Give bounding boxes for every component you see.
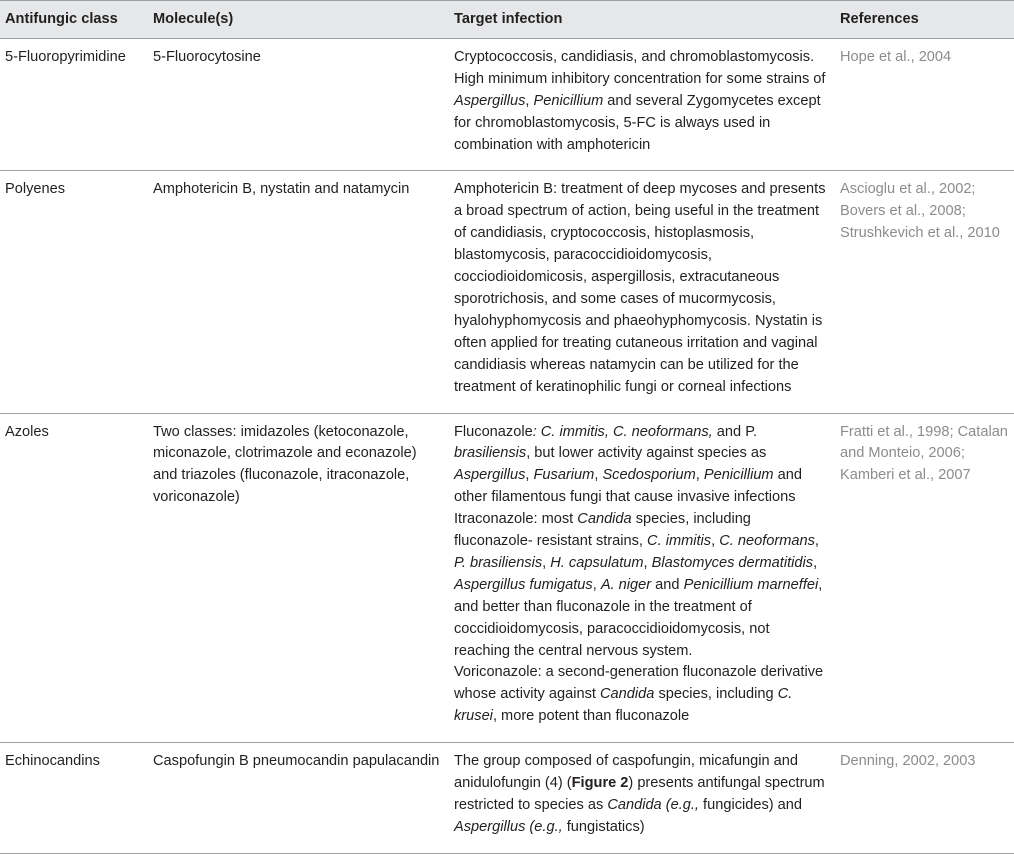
text-run: ,	[695, 467, 704, 484]
text-run: A. niger	[600, 576, 652, 593]
cell-class: Polyenes	[0, 171, 148, 413]
text-run: C. neoformans	[719, 533, 815, 550]
text-run: and	[651, 576, 684, 593]
text-run: ,	[542, 554, 551, 571]
text-run: , but lower activity against species as	[526, 445, 767, 462]
text-run: The group composed of caspofungin, micafungin and anidulofungin (4) (	[454, 753, 798, 792]
text-run: Candida (e.g.,	[607, 797, 699, 813]
text-run: Itraconazole: most	[454, 511, 578, 528]
cell-references: Hope et al., 2004	[835, 38, 1014, 171]
text-run: Aspergillus	[454, 92, 526, 109]
cell-class: Azoles	[0, 413, 148, 743]
cell-references: Fratti et al., 1998; Catalan and Monteio, 2006; Kamberi et al., 2007	[835, 413, 1014, 743]
text-run: Fusarium	[533, 467, 595, 484]
text-run: ,	[525, 467, 534, 484]
cell-target-infection	[449, 743, 835, 854]
text-run: C. immitis	[647, 533, 712, 550]
cell-target-infection	[449, 171, 835, 413]
text-run: Penicillium marneffei	[683, 576, 819, 593]
cell-target-infection	[449, 413, 835, 743]
text-run: species, including	[654, 686, 778, 703]
text-run: and other filamentous fungi that cause invasive infections	[454, 467, 802, 506]
cell-target-infection	[449, 38, 835, 171]
text-run: fungistatics)	[562, 818, 645, 835]
text-run: ,	[711, 533, 720, 550]
text-run: ,	[643, 554, 652, 571]
header-references: References	[835, 1, 1014, 39]
text-run: C. krusei	[454, 686, 793, 725]
text-run: ,	[592, 576, 601, 593]
text-run: Penicillium	[703, 467, 774, 484]
text-run: Voriconazole: a second-generation fluconazole derivative whose activity against	[454, 664, 824, 703]
text-run: Aspergillus fumigatus	[454, 576, 593, 593]
table-row	[0, 743, 1014, 854]
cell-references: Ascioglu et al., 2002; Bovers et al., 2008; Strushkevich et al., 2010	[835, 171, 1014, 413]
cell-class: Echinocandins	[0, 743, 148, 854]
text-run: , more potent than fluconazole	[492, 708, 690, 725]
cell-class: 5-Fluoropyrimidine	[0, 38, 148, 171]
text-run: Candida	[577, 511, 632, 528]
text-run: brasiliensis	[454, 445, 527, 462]
text-run: Fluconazole	[454, 423, 533, 440]
text-run: species, including fluconazole- resistant strains,	[454, 511, 751, 550]
cell-molecules: Caspofungin B pneumocandin papulacandin	[148, 743, 449, 854]
table-row	[0, 38, 1014, 171]
text-run: ,	[813, 554, 818, 571]
header-target-infection: Target infection	[449, 1, 835, 39]
text-run: ,	[525, 92, 534, 109]
text-run: Scedosporium	[602, 467, 696, 484]
text-run: : C. immitis, C. neoformans,	[532, 423, 713, 440]
cell-references: Denning, 2002, 2003	[835, 743, 1014, 854]
header-molecules: Molecule(s)	[148, 1, 449, 39]
text-run: and several Zygomycetes except for chromoblastomycosis, 5-FC is always used in combination with amphotericin	[454, 92, 821, 153]
text-run: Aspergillus	[454, 467, 526, 484]
header-antifungic-class: Antifungic class	[0, 1, 148, 39]
text-run: and P.	[712, 423, 758, 440]
cell-molecules: 5-Fluorocytosine	[148, 38, 449, 171]
cell-molecules: Two classes: imidazoles (ketoconazole, miconazole, clotrimazole and econazole) and triazoles (fluconazole, itraconazole, voriconazole)	[148, 413, 449, 743]
text-run: Cryptococcosis, candidiasis, and chromoblastomycosis. High minimum inhibitory concentration for some strains of	[454, 48, 826, 87]
text-run: ,	[814, 533, 819, 550]
text-run: ) presents antifungal spectrum restricted to species as	[454, 775, 825, 813]
text-run: Aspergillus (e.g.,	[454, 818, 563, 835]
table-row	[0, 413, 1014, 743]
text-run: Blastomyces dermatitidis	[651, 554, 814, 571]
text-run: P. brasiliensis	[454, 554, 543, 571]
text-run: ,	[594, 467, 603, 484]
text-run: H. capsulatum	[550, 554, 644, 571]
cell-molecules: Amphotericin B, nystatin and natamycin	[148, 171, 449, 413]
text-run: Penicillium	[533, 92, 604, 109]
text-run: Amphotericin B: treatment of deep mycoses and presents a broad spectrum of action, being useful in the treatment of candidiasis, cryptococcosis, histoplasmosis, blastomycosis, paracoccidioidomycosis, cocciodioidomicosis, aspergillosis, extracutaneous sporotrichosis, and some cases of mucormycosis, hyalohyphomycosis and phaeohyphomycosis. Nystatin is often applied for treating cutaneous irritation and vaginal candidiasis whereas natamycin can be utilized for the treatment of keratinophilic fungi or corneal infections	[454, 181, 826, 395]
text-run: Figure 2	[571, 775, 629, 792]
text-run: fungicides) and	[699, 797, 803, 813]
text-run: Candida	[600, 686, 655, 703]
table-header-row	[0, 1, 1014, 39]
table-row	[0, 171, 1014, 413]
text-run: , and better than fluconazole in the treatment of coccidioidomycosis, paracoccidioidomycosis, not reaching the central nervous system.	[454, 576, 823, 659]
